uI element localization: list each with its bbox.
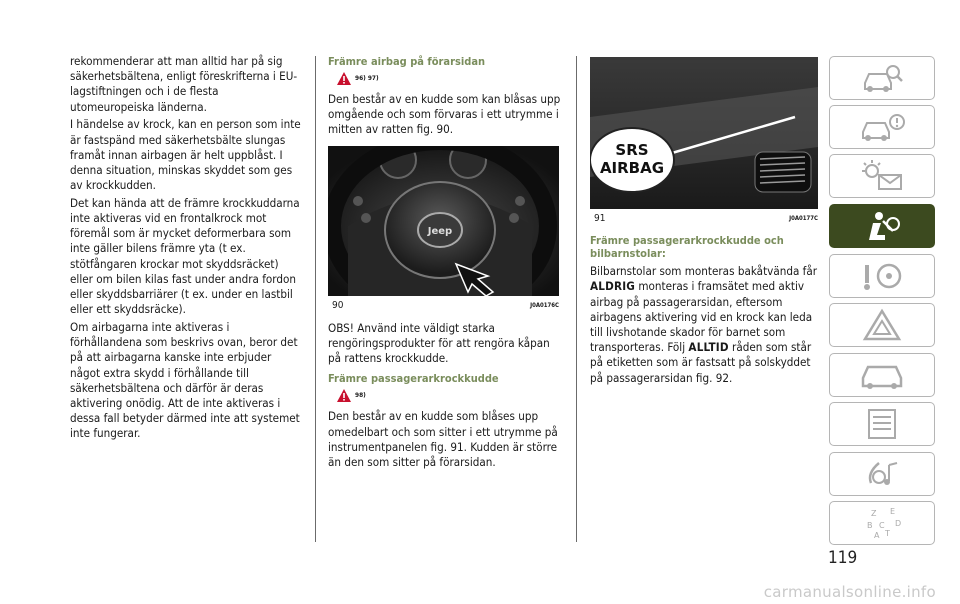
paragraph: I händelse av krock, kan en person som inte är fastspänd med säkerhetsbälte slungas framåt innan airbagen är helt uppblåst. I denna situation, minskas skyddet som ges av krockkudden.	[70, 117, 301, 193]
paragraph: Den består av en kudde som blåses upp omedelbart och som sitter i ett utrymme på instrumentpanelen fig. 91. Kudden är större än den som sitter på förarsidan.	[328, 409, 558, 470]
paragraph: OBS! Använd inte väldigt starka rengöringsprodukter för att rengöra kåpan på rattens krockkudde.	[328, 320, 550, 366]
text-column-3	[590, 57, 822, 388]
car-start-steering-icon	[857, 257, 907, 295]
svg-text:B: B	[867, 521, 873, 530]
warning-reference	[336, 71, 563, 86]
jeep-logo: Jeep	[427, 225, 453, 237]
text-column-2	[328, 55, 563, 473]
figure-code: J0A0177C	[789, 215, 818, 222]
column-divider	[315, 56, 316, 542]
warning-refs: 96) 97)	[355, 73, 379, 82]
sidebar-tab-index[interactable]	[829, 501, 935, 545]
sidebar-tab-safety[interactable]	[829, 204, 935, 248]
section-heading: Främre passagerarkrockkudde och bilbarnstolar:	[590, 234, 784, 261]
airbag-label: AIRBAG	[599, 159, 665, 177]
warning-reference	[336, 388, 563, 403]
car-warning-icon	[857, 108, 907, 146]
sidebar-tab-service[interactable]	[829, 353, 935, 397]
watermark: carmanualsonline.info	[763, 583, 936, 601]
paragraph: Den består av en kudde som kan blåsas upp omgående och som förvaras i ett utrymme i mitten av ratten fig. 90.	[328, 92, 561, 137]
srs-label: SRS	[615, 141, 649, 159]
figure-code: J0A0176C	[530, 301, 559, 309]
figure-91-dashboard	[590, 57, 818, 209]
figure-number: 91	[594, 213, 606, 224]
specifications-icon	[857, 405, 907, 443]
section-heading: Främre passagerarkrockkudde	[328, 372, 499, 386]
sidebar-tab-dashboard-lights[interactable]	[829, 154, 935, 198]
section-heading: Främre airbag på förarsidan	[328, 55, 486, 68]
car-service-icon	[857, 356, 907, 394]
svg-text:T: T	[885, 529, 890, 538]
svg-text:A: A	[874, 531, 880, 540]
column-divider	[576, 56, 577, 542]
sidebar-tab-specifications[interactable]	[829, 402, 935, 446]
text-column-1	[70, 54, 302, 444]
paragraph: Bilbarnstolar som monteras bakåtvända får ALDRIG monteras i framsätet med aktiv airbag på passagerarsidan, eftersom airbagens aktivering vid en krock kan leda till livshotande skador för barnet som transporteras. Följ ALLTID råden som står på etiketten som är fastsatt på solskyddet på passagerarsidan fig. 92.	[590, 264, 817, 385]
sidebar-tab-car-search[interactable]	[829, 56, 935, 100]
paragraph: rekommenderar att man alltid har på sig säkerhetsbältena, enligt föreskrifterna i EU-lagstiftningen och i de flesta utomeuropeiska länderna.	[70, 54, 298, 114]
sidebar-tab-multimedia[interactable]	[829, 452, 935, 496]
figure-number: 90	[332, 299, 344, 311]
svg-text:C: C	[879, 521, 885, 530]
keyword-never: ALDRIG	[590, 279, 636, 294]
multimedia-icon	[857, 455, 907, 493]
dashboard-photo	[590, 57, 818, 209]
car-search-icon	[857, 59, 907, 97]
steering-wheel-photo	[328, 146, 559, 296]
paragraph: Det kan hända att de främre krockkuddarna inte aktiveras vid en frontalkrock mot föremål som är mycket deformerbara som inte gäller bilens främre yta (t ex. stötfångaren krockar mot skyddsräcket) eller om bilen kilas fast under andra fordon eller skyddsbarriärer (t ex. under en lastbil eller ett skyddsräcke).	[70, 195, 300, 317]
safety-seat-airbag-icon	[857, 207, 907, 245]
sidebar-tab-emergency[interactable]	[829, 303, 935, 347]
sidebar-tab-start-driving[interactable]	[829, 254, 935, 298]
paragraph: Om airbagarna inte aktiveras i förhållandena som beskrivs ovan, beror det på att airbagarna kanske inte erbjuder något extra skydd i förhållande till säkerhetsbältena och därför är deras aktivering onödig. Att de inte aktiveras i dessa fall betyder därmed inte att systemet inte fungerar.	[70, 319, 300, 441]
svg-text:E: E	[890, 507, 896, 516]
index-icon	[857, 504, 907, 542]
figure-caption	[332, 298, 559, 313]
warning-refs: 98)	[355, 391, 366, 400]
keyword-always: ALLTID	[688, 340, 729, 355]
page-number: 119	[828, 548, 858, 568]
sidebar-tab-car-warning[interactable]	[829, 105, 935, 149]
figure-90-steering-wheel	[328, 146, 559, 296]
hazard-triangle-icon	[857, 306, 907, 344]
dashboard-lights-icon	[857, 157, 907, 195]
svg-text:D: D	[895, 519, 902, 528]
warning-triangle-icon	[336, 388, 352, 403]
figure-caption	[594, 211, 818, 226]
warning-triangle-icon	[336, 71, 352, 86]
svg-text:Z: Z	[871, 509, 877, 518]
